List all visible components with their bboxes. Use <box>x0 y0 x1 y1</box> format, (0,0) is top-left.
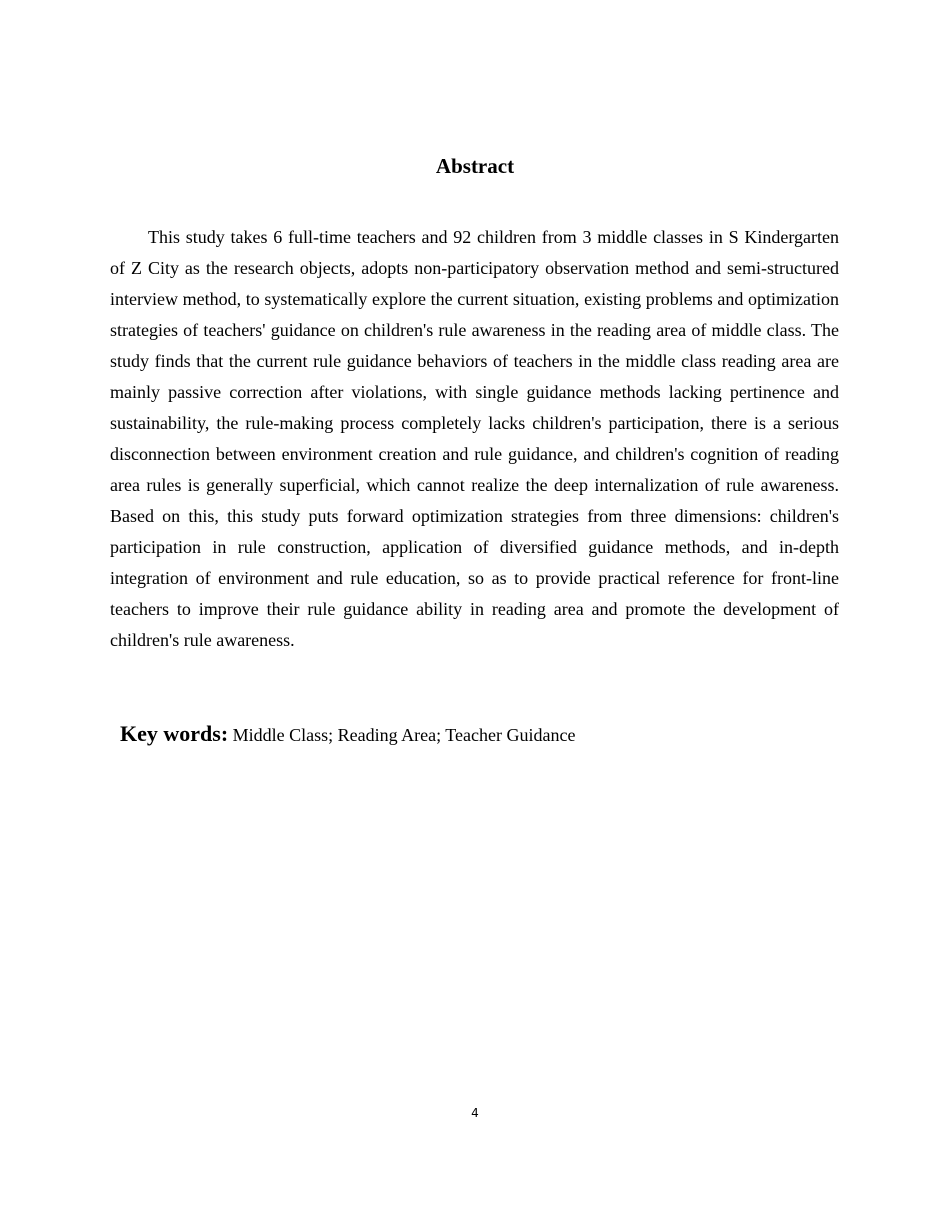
abstract-body: This study takes 6 full-time teachers and 92 children from 3 middle classes in S Kindergarten of Z City as the research objects, adopts non-participatory observation method and semi-structured interview method, to systematically explore the current situation, existing problems and optimization strategies of teachers' guidance on children's rule awareness in the reading area of middle class. The study finds that the current rule guidance behaviors of teachers in the middle class reading area are mainly passive correction after violations, with single guidance methods lacking pertinence and sustainability, the rule-making process completely lacks children's participation, there is a serious disconnection between environment creation and rule guidance, and children's cognition of reading area rules is generally superficial, which cannot realize the deep internalization of rule awareness. Based on this, this study puts forward optimization strategies from three dimensions: children's participation in rule construction, application of diversified guidance methods, and in-depth integration of environment and rule education, so as to provide practical reference for front-line teachers to improve their rule guidance ability in reading area and promote the development of children's rule awareness. <box>110 227 839 650</box>
page-number: 4 <box>471 1106 479 1120</box>
keywords-label: Key words: <box>120 721 229 746</box>
keywords-line <box>120 718 840 751</box>
abstract-title: Abstract <box>435 154 515 178</box>
keywords-value: Middle Class; Reading Area; Teacher Guidance <box>232 725 576 745</box>
